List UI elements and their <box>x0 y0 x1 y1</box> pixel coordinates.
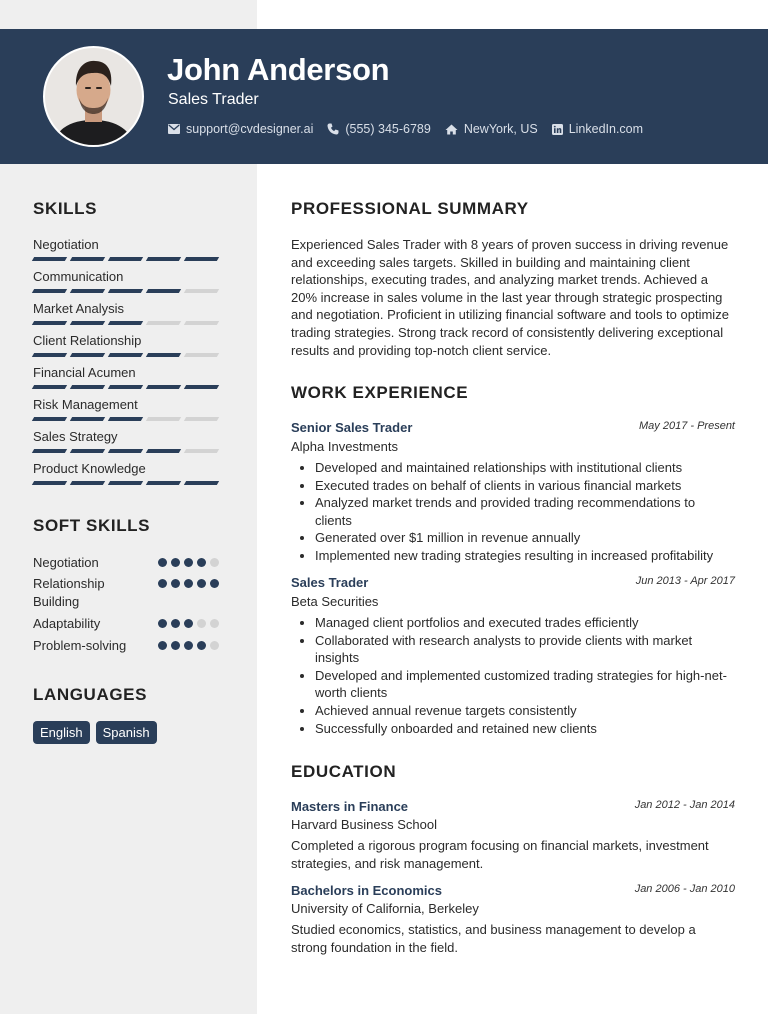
job-role: Sales Trader <box>291 575 369 590</box>
skill-label: Product Knowledge <box>33 461 146 476</box>
skill-segment-filled <box>146 385 181 389</box>
contact-linkedin[interactable] <box>552 122 643 136</box>
language-tag: English <box>33 721 90 744</box>
skill-segment-empty <box>184 449 219 453</box>
job-bullet: • Generated over $1 million in revenue annually <box>315 529 735 547</box>
summary-heading: PROFESSIONAL SUMMARY <box>291 199 529 218</box>
job-date: Jun 2013 - Apr 2017 <box>635 575 735 587</box>
skill-item <box>33 461 223 485</box>
summary-text: Experienced Sales Trader with 8 years of proven success in driving revenue and exceeding sales targets. Skilled in building and maintaining client relationships, executing trades, and analyzing market trends. Achieved a 20% increase in sales volume in the last year through strategic prospecting and negotiation. Proficient in utilizing financial software and tools to optimize trading strategies. Strong track record of consistently delivering exceptional results and providing top-notch client service. <box>291 237 729 358</box>
contact-location <box>445 122 538 136</box>
level-dot-empty <box>210 619 219 628</box>
education-degree: Bachelors in Economics <box>291 883 442 898</box>
skill-label: Market Analysis <box>33 301 125 316</box>
skill-segment-filled <box>108 481 143 485</box>
skill-label: Communication <box>33 269 124 284</box>
skill-label: Sales Strategy <box>33 429 118 444</box>
skill-item <box>33 237 223 261</box>
candidate-name: John Anderson <box>167 52 390 87</box>
contact-phone[interactable] <box>327 122 430 136</box>
education-entry <box>291 883 735 956</box>
soft-skill-dots <box>158 641 223 650</box>
level-dot-filled <box>197 579 206 588</box>
skill-segment-filled <box>184 385 219 389</box>
skill-segment-filled <box>32 385 67 389</box>
skill-label: Negotiation <box>33 237 99 252</box>
skill-level-bar <box>33 289 223 293</box>
soft-skill-label: Problem-solving <box>33 638 127 653</box>
skill-level-bar <box>33 385 223 389</box>
envelope-icon <box>168 124 180 134</box>
skill-level-bar <box>33 449 223 453</box>
skill-item <box>33 301 223 325</box>
job-bullet: • Managed client portfolios and executed trades efficiently <box>315 614 735 632</box>
job-company: Beta Securities <box>291 594 379 609</box>
skill-segment-empty <box>184 353 219 357</box>
contact-bar <box>168 122 657 136</box>
skill-segment-filled <box>108 321 143 325</box>
job-bullet: • Analyzed market trends and provided trading recommendations to clients <box>315 494 735 529</box>
skill-level-bar <box>33 353 223 357</box>
skill-segment-filled <box>146 481 181 485</box>
contact-linkedin-text: LinkedIn.com <box>568 122 644 136</box>
education-date: Jan 2006 - Jan 2010 <box>634 883 735 895</box>
job-bullet: • Implemented new trading strategies resulting in increased profitability <box>315 547 735 565</box>
job-bullet: • Successfully onboarded and retained new clients <box>315 720 735 738</box>
skill-segment-filled <box>108 417 143 421</box>
skill-segment-empty <box>184 417 219 421</box>
job-bullet: • Developed and maintained relationships with institutional clients <box>315 459 735 477</box>
skill-segment-filled <box>108 289 143 293</box>
skill-level-bar <box>33 321 223 325</box>
education-heading: EDUCATION <box>291 762 397 781</box>
job-bullets <box>291 459 735 565</box>
level-dot-filled <box>158 619 167 628</box>
education-entry <box>291 799 735 872</box>
skill-segment-filled <box>70 481 105 485</box>
job-entry <box>291 575 735 737</box>
language-tag: Spanish <box>96 721 157 744</box>
language-tags <box>33 721 163 744</box>
level-dot-filled <box>158 558 167 567</box>
level-dot-filled <box>197 558 206 567</box>
level-dot-filled <box>158 641 167 650</box>
contact-phone-text: (555) 345-6789 <box>345 122 431 136</box>
level-dot-filled <box>184 641 193 650</box>
skill-item <box>33 365 223 389</box>
soft-skills-heading: SOFT SKILLS <box>33 516 151 535</box>
phone-icon <box>327 123 339 135</box>
candidate-title: Sales Trader <box>168 91 259 108</box>
skill-segment-filled <box>32 449 67 453</box>
soft-skill-dots <box>158 558 223 567</box>
skill-segment-filled <box>70 289 105 293</box>
job-company: Alpha Investments <box>291 439 398 454</box>
skill-item <box>33 429 223 453</box>
education-school: Harvard Business School <box>291 817 437 832</box>
skill-label: Risk Management <box>33 397 138 412</box>
level-dot-filled <box>171 641 180 650</box>
level-dot-filled <box>171 579 180 588</box>
skill-segment-empty <box>146 321 181 325</box>
skill-segment-filled <box>108 353 143 357</box>
level-dot-filled <box>197 641 206 650</box>
level-dot-empty <box>197 619 206 628</box>
contact-email[interactable] <box>168 122 313 136</box>
level-dot-filled <box>184 558 193 567</box>
skill-segment-filled <box>70 417 105 421</box>
job-bullet: • Collaborated with research analysts to provide clients with market insights <box>315 632 735 667</box>
level-dot-filled <box>184 579 193 588</box>
skill-item <box>33 397 223 421</box>
avatar <box>43 46 144 147</box>
skill-segment-filled <box>70 257 105 261</box>
soft-skill-label: Negotiation <box>33 555 99 570</box>
soft-skill-dots <box>158 579 223 588</box>
contact-email-text: support@cvdesigner.ai <box>186 122 314 136</box>
skill-segment-empty <box>184 289 219 293</box>
level-dot-empty <box>210 558 219 567</box>
skill-segment-filled <box>108 385 143 389</box>
skill-segment-filled <box>32 353 67 357</box>
skill-segment-empty <box>184 321 219 325</box>
level-dot-filled <box>171 619 180 628</box>
job-bullet: • Achieved annual revenue targets consistently <box>315 702 735 720</box>
skill-segment-filled <box>108 257 143 261</box>
level-dot-filled <box>210 579 219 588</box>
skill-level-bar <box>33 481 223 485</box>
job-bullets <box>291 614 735 737</box>
skill-label: Client Relationship <box>33 333 142 348</box>
skill-segment-filled <box>32 257 67 261</box>
job-role: Senior Sales Trader <box>291 420 413 435</box>
job-date: May 2017 - Present <box>639 420 735 432</box>
skill-segment-empty <box>146 417 181 421</box>
skill-item <box>33 269 223 293</box>
skill-segment-filled <box>70 321 105 325</box>
skill-segment-filled <box>184 481 219 485</box>
skill-segment-filled <box>184 257 219 261</box>
soft-skill-label: Adaptability <box>33 616 101 631</box>
skill-item <box>33 333 223 357</box>
skill-segment-filled <box>146 353 181 357</box>
level-dot-filled <box>184 619 193 628</box>
soft-skill-dots <box>158 619 223 628</box>
skill-segment-filled <box>70 385 105 389</box>
skill-label: Financial Acumen <box>33 365 136 380</box>
skill-segment-filled <box>32 289 67 293</box>
level-dot-empty <box>210 641 219 650</box>
skill-segment-filled <box>146 289 181 293</box>
home-icon <box>445 124 458 135</box>
job-entry <box>291 420 735 565</box>
skill-segment-filled <box>32 321 67 325</box>
skill-level-bar <box>33 257 223 261</box>
education-desc: Completed a rigorous program focusing on financial markets, investment strategies, and risk management. <box>291 838 709 871</box>
skill-segment-filled <box>146 257 181 261</box>
skill-segment-filled <box>146 449 181 453</box>
experience-heading: WORK EXPERIENCE <box>291 383 469 402</box>
education-degree: Masters in Finance <box>291 799 409 814</box>
level-dot-filled <box>158 579 167 588</box>
skill-segment-filled <box>70 353 105 357</box>
skill-segment-filled <box>70 449 105 453</box>
job-bullet: • Developed and implemented customized trading strategies for high-net-worth clients <box>315 667 735 702</box>
skill-segment-filled <box>32 481 67 485</box>
education-date: Jan 2012 - Jan 2014 <box>634 799 735 811</box>
soft-skill-label: Relationship Building <box>33 576 105 609</box>
level-dot-filled <box>171 558 180 567</box>
contact-location-text: NewYork, US <box>463 122 538 136</box>
linkedin-icon <box>552 124 563 135</box>
skill-segment-filled <box>32 417 67 421</box>
skill-level-bar <box>33 417 223 421</box>
education-school: University of California, Berkeley <box>291 901 479 916</box>
skills-heading: SKILLS <box>33 199 98 218</box>
languages-heading: LANGUAGES <box>33 685 148 704</box>
skill-segment-filled <box>108 449 143 453</box>
job-bullet: • Executed trades on behalf of clients in various financial markets <box>315 477 735 495</box>
education-desc: Studied economics, statistics, and business management to develop a strong foundation in the field. <box>291 922 696 955</box>
